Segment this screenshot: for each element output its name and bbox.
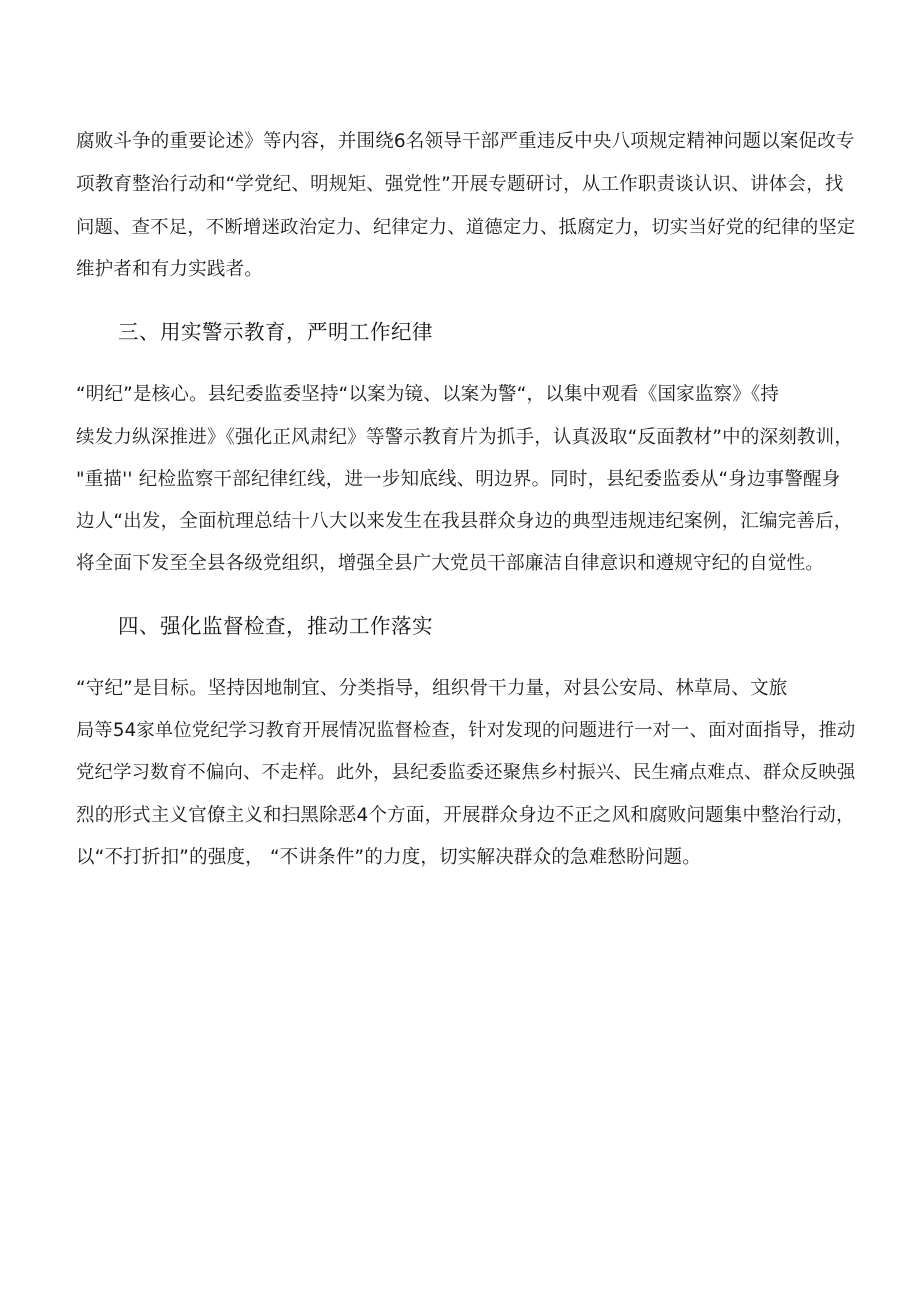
paragraph-line: 以“不打折扣”的强度， “不讲条件”的力度，切实解决群众的急难愁盼问题。 <box>76 847 701 868</box>
paragraph-line: 烈的形式主义官僚主义和扫黑除恶4个方面，开展群众身边不正之风和腐败问题集中整治行动， <box>76 805 855 826</box>
section-heading-4: 四、强化监督检查，推动工作落实 <box>118 614 433 638</box>
paragraph-line: “明纪”是核心。县纪委监委坚持“以案为镜、以案为警“，以集中观看《国家监察》《持 <box>76 384 780 405</box>
paragraph-line: 边人“出发，全面杭理总结十八大以来发生在我县群众身边的典型违规违纪案例，汇编完善后， <box>76 511 853 532</box>
paragraph-line: 续发力纵深推进》《强化正风肃纪》等警示教育片为抓手，认真汲取“反面教材”中的深刻教训， <box>76 427 854 448</box>
section-heading-3: 三、用实警示教育，严明工作纪律 <box>118 320 433 344</box>
paragraph-line: 项教育整治行动和“学党纪、明规矩、强党性”开展专题研讨，从工作职责谈认识、讲体会，找 <box>76 174 844 195</box>
paragraph-line: 将全面下发至全县各级党组织，增强全县广大党员干部廉洁自律意识和遵规守纪的自觉性。 <box>76 553 825 574</box>
paragraph-line: “守纪”是目标。坚持因地制宜、分类指导，组织骨干力量，对县公安局、林草局、文旅 <box>76 678 788 699</box>
paragraph-line: 党纪学习数育不偏向、不走样。此外，县纪委监委还聚焦乡村振兴、民生痛点难点、群众反映强 <box>76 762 856 783</box>
paragraph-line: 腐败斗争的重要论述》等内容，并围绕6名领导干部严重违反中央八项规定精神问题以案促改专 <box>76 131 855 152</box>
paragraph-line: 问题、查不足，不断增迷政治定力、纪律定力、道德定力、抵腐定力，切实当好党的纪律的坚定 <box>76 217 856 238</box>
paragraph-line: "重描'' 纪检监察干部纪律红线，进一步知底线、明边界。同时，县纪委监委从“身边事警醒身 <box>76 469 841 490</box>
paragraph-line: 局等54家单位党纪学习教育开展情况监督检查，针对发现的问题进行一对一、面对面指导，推动 <box>76 720 856 741</box>
paragraph-line: 维护者和有力实践者。 <box>76 259 264 280</box>
